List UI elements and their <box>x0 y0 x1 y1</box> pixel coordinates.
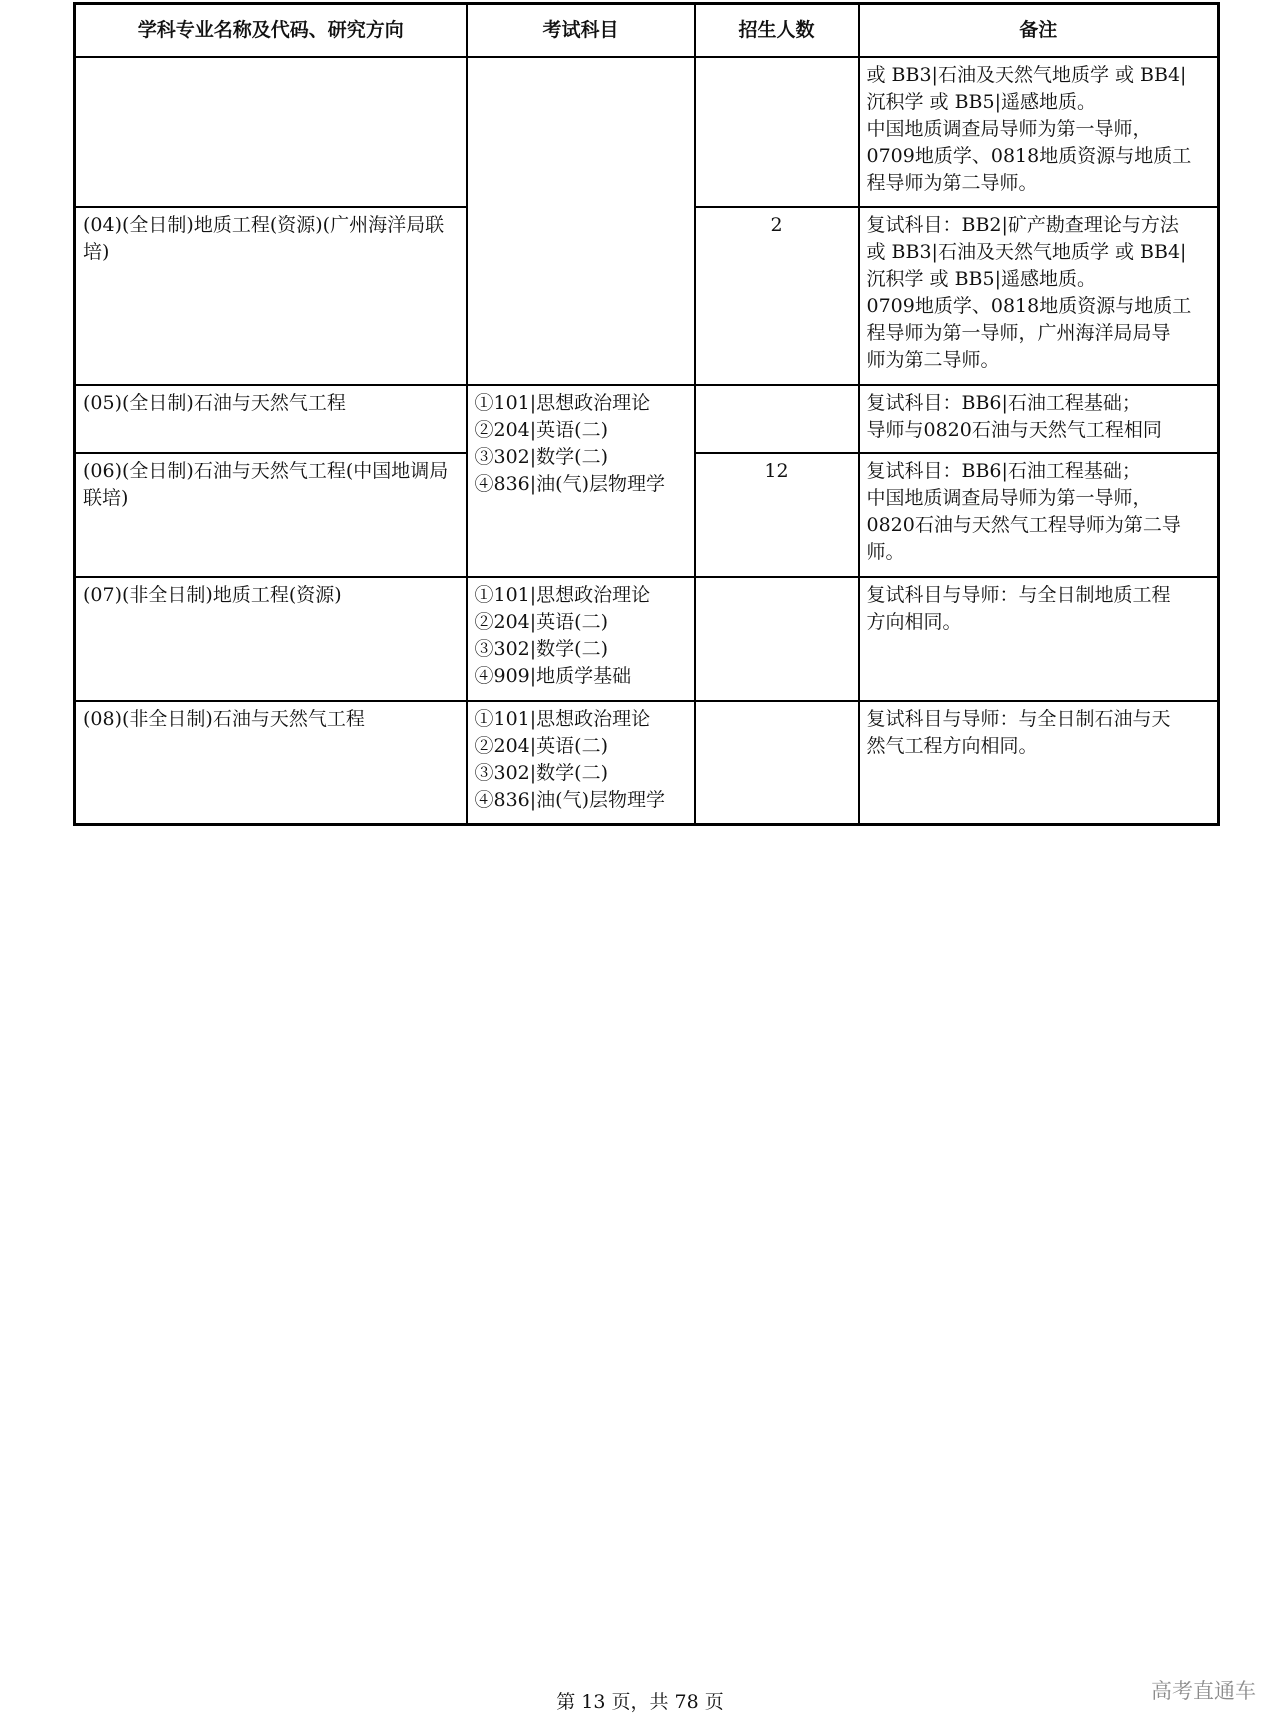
table-header-row <box>75 4 1219 57</box>
admissions-table <box>73 2 1220 826</box>
header-count: 招生人数 <box>695 4 859 57</box>
remark-line: 导师与0820石油与天然气工程相同 <box>866 418 1162 441</box>
count-cell <box>695 385 859 453</box>
major-cell <box>75 57 467 207</box>
remarks-cell <box>859 385 1219 453</box>
remarks-cell <box>859 701 1219 825</box>
remark-line: 程导师为第二导师。 <box>866 171 1038 194</box>
remark-line: 0820石油与天然气工程导师为第二导 <box>866 513 1181 536</box>
subject-line: ①101|思想政治理论 <box>474 583 651 606</box>
subject-line: ③302|数学(二) <box>474 761 608 784</box>
remark-line: 0709地质学、0818地质资源与地质工 <box>866 294 1192 317</box>
major-cell <box>75 577 467 701</box>
major-cell <box>75 701 467 825</box>
enrollment-count: 12 <box>764 459 789 482</box>
subjects-cell <box>467 57 695 385</box>
subject-line: ①101|思想政治理论 <box>474 707 651 730</box>
remark-line: 沉积学 或 BB5|遥感地质。 <box>866 267 1096 290</box>
remark-line: 程导师为第一导师，广州海洋局局导 <box>866 321 1171 344</box>
major-cell <box>75 385 467 453</box>
major-name: (04)(全日制)地质工程(资源)(广州海洋局联培) <box>83 213 445 263</box>
remark-line: 复试科目与导师：与全日制石油与天 <box>866 707 1171 730</box>
subject-line: ③302|数学(二) <box>474 637 608 660</box>
page-footer: 第 13 页，共 78 页 <box>556 1691 724 1713</box>
remark-line: 复试科目：BB6|石油工程基础； <box>866 391 1141 414</box>
table-row <box>75 701 1219 825</box>
remark-line: 复试科目与导师：与全日制地质工程 <box>866 583 1171 606</box>
remark-line: 师。 <box>866 540 905 563</box>
count-cell <box>695 57 859 207</box>
subjects-cell <box>467 577 695 701</box>
remark-line: 中国地质调查局导师为第一导师， <box>866 117 1152 140</box>
subjects-cell <box>467 701 695 825</box>
subjects-cell <box>467 385 695 577</box>
remark-line: 方向相同。 <box>866 610 962 633</box>
count-cell <box>695 453 859 577</box>
remark-line: 师为第二导师。 <box>866 348 1000 371</box>
count-cell <box>695 701 859 825</box>
header-remarks: 备注 <box>859 4 1219 57</box>
subject-line: ③302|数学(二) <box>474 445 608 468</box>
remarks-cell <box>859 207 1219 385</box>
remark-line: 然气工程方向相同。 <box>866 734 1038 757</box>
subject-line: ①101|思想政治理论 <box>474 391 651 414</box>
table-row <box>75 57 1219 207</box>
remark-line: 复试科目：BB2|矿产勘查理论与方法 <box>866 213 1179 236</box>
major-cell <box>75 453 467 577</box>
remark-line: 中国地质调查局导师为第一导师， <box>866 486 1152 509</box>
subject-line: ②204|英语(二) <box>474 610 608 633</box>
count-cell <box>695 577 859 701</box>
remark-line: 或 BB3|石油及天然气地质学 或 BB4| <box>866 63 1187 86</box>
watermark-text: 高考直通车 <box>1151 1679 1256 1703</box>
remarks-cell <box>859 453 1219 577</box>
remarks-cell <box>859 57 1219 207</box>
subject-line: ④836|油(气)层物理学 <box>474 788 665 811</box>
remark-line: 复试科目：BB6|石油工程基础； <box>866 459 1141 482</box>
count-cell <box>695 207 859 385</box>
subject-line: ②204|英语(二) <box>474 734 608 757</box>
major-name: (07)(非全日制)地质工程(资源) <box>83 583 342 606</box>
major-cell <box>75 207 467 385</box>
subject-line: ②204|英语(二) <box>474 418 608 441</box>
remark-line: 或 BB3|石油及天然气地质学 或 BB4| <box>866 240 1187 263</box>
subject-line: ④836|油(气)层物理学 <box>474 472 665 495</box>
remark-line: 0709地质学、0818地质资源与地质工 <box>866 144 1192 167</box>
header-subjects: 考试科目 <box>467 4 695 57</box>
major-name: (06)(全日制)石油与天然气工程(中国地调局联培) <box>83 459 449 509</box>
remarks-cell <box>859 577 1219 701</box>
header-major: 学科专业名称及代码、研究方向 <box>75 4 467 57</box>
major-name: (08)(非全日制)石油与天然气工程 <box>83 707 365 730</box>
enrollment-count: 2 <box>770 213 783 236</box>
remark-line: 沉积学 或 BB5|遥感地质。 <box>866 90 1096 113</box>
table-row <box>75 385 1219 453</box>
major-name: (05)(全日制)石油与天然气工程 <box>83 391 346 414</box>
subject-line: ④909|地质学基础 <box>474 664 632 687</box>
table-row <box>75 577 1219 701</box>
